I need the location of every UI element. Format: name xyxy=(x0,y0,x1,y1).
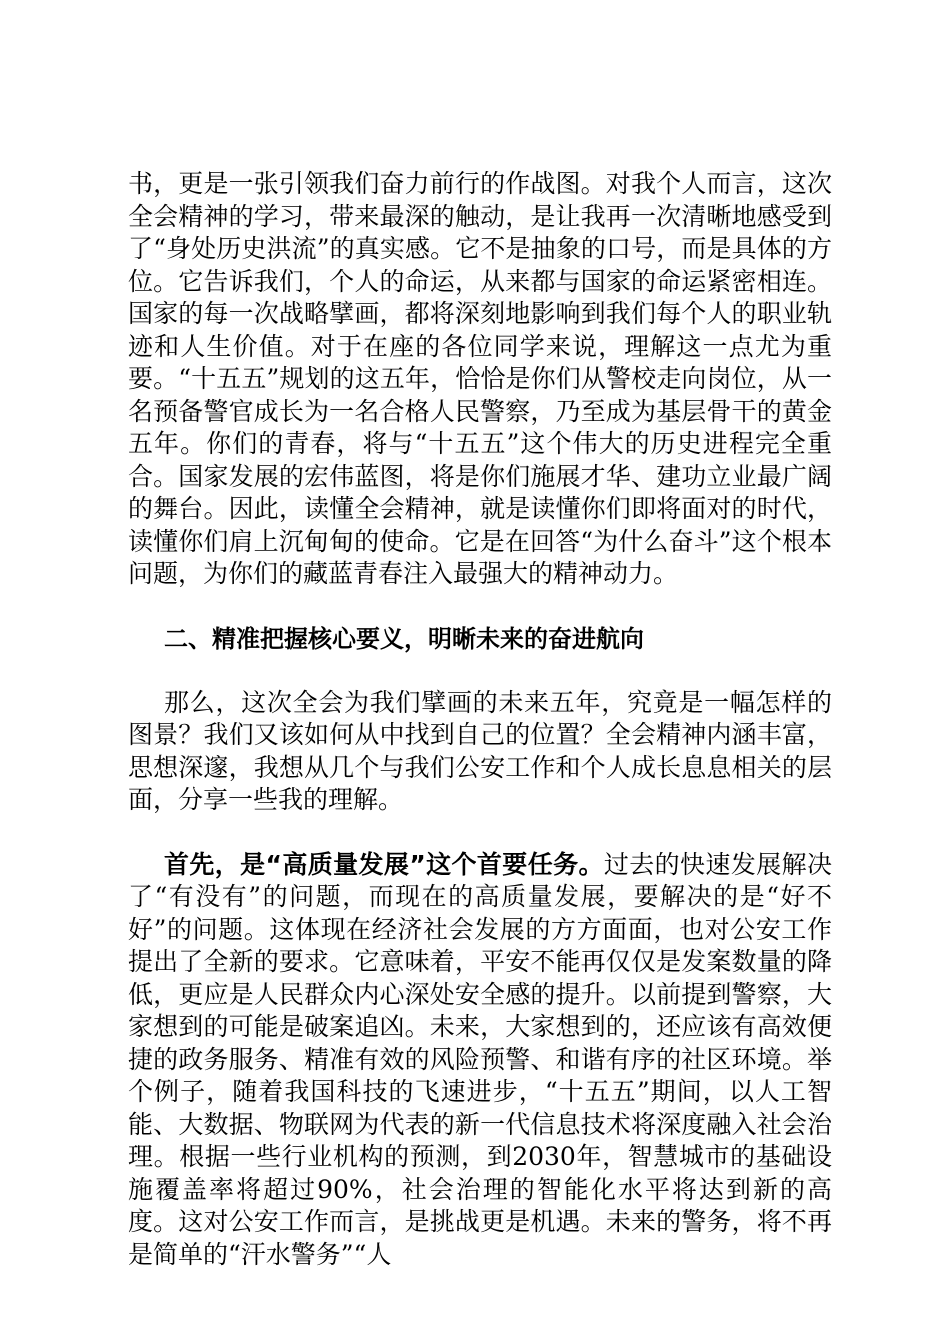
section-heading: 二、精准把握核心要义，明晰未来的奋进航向 xyxy=(164,624,644,653)
body-paragraph-continuation: 书，更是一张引领我们奋力前行的作战图。对我个人而言，这次全会精神的学习，带来最深的触动，是让我再一次清晰地感受到了“身处历史洪流”的真实感。它不是抽象的口号，而是具体的方位。它告诉我们，个人的命运，从来都与国家的命运紧密相连。国家的每一次战略擘画，都将深刻地影响到我们每个人的职业轨迹和人生价值。对于在座的各位同学来说，理解这一点尤为重要。“十五五”规划的这五年，恰恰是你们从警校走向岗位，从一名预备警官成长为一名合格人民警察，乃至成为基层骨干的黄金五年。你们的青春，将与“十五五”这个伟大的历史进程完全重合。国家发展的宏伟蓝图，将是你们施展才华、建功立业最广阔的舞台。因此，读懂全会精神，就是读懂你们即将面对的时代，读懂你们肩上沉甸甸的使命。它是在回答“为什么奋斗”这个根本问题，为你们的藏蓝青春注入最强大的精神动力。 xyxy=(128,169,832,588)
paragraph-body-text: 过去的快速发展解决了“有没有”的问题，而现在的高质量发展，要解决的是“好不好”的问题。这体现在经济社会发展的方方面面，也对公安工作提出了全新的要求。它意味着，平安不能再仅仅是发案数量的降低，更应是人民群众内心深处安全感的提升。以前提到警察，大家想到的可能是破案追凶。未来，大家想到的，还应该有高效便捷的政务服务、精准有效的风险预警、和谐有序的社区环境。举个例子，随着我国科技的飞速进步，“十五五”期间，以人工智能、大数据、物联网为代表的新一代信息技术将深度融入社会治理。根据一些行业机构的预测，到2030年，智慧城市的基础设施覆盖率将超过90%，社会治理的智能化水平将达到新的高度。这对公安工作而言，是挑战更是机遇。未来的警务，将不再是简单的“汗水警务”“人 xyxy=(128,849,832,1269)
paragraph-spacer xyxy=(128,655,832,687)
paragraph-spacer xyxy=(128,591,832,623)
paragraph-lead-sentence: 首先，是“高质量发展”这个首要任务。 xyxy=(164,849,604,879)
body-paragraph-high-quality-development xyxy=(128,849,832,1272)
document-body xyxy=(128,168,832,1271)
paragraph-spacer xyxy=(128,817,832,849)
body-paragraph-intro: 那么，这次全会为我们擘画的未来五年，究竟是一幅怎样的图景？我们又该如何从中找到自己的位置？全会精神内涵丰富，思想深邃，我想从几个与我们公安工作和个人成长息息相关的层面，分享一些我的理解。 xyxy=(128,687,832,814)
